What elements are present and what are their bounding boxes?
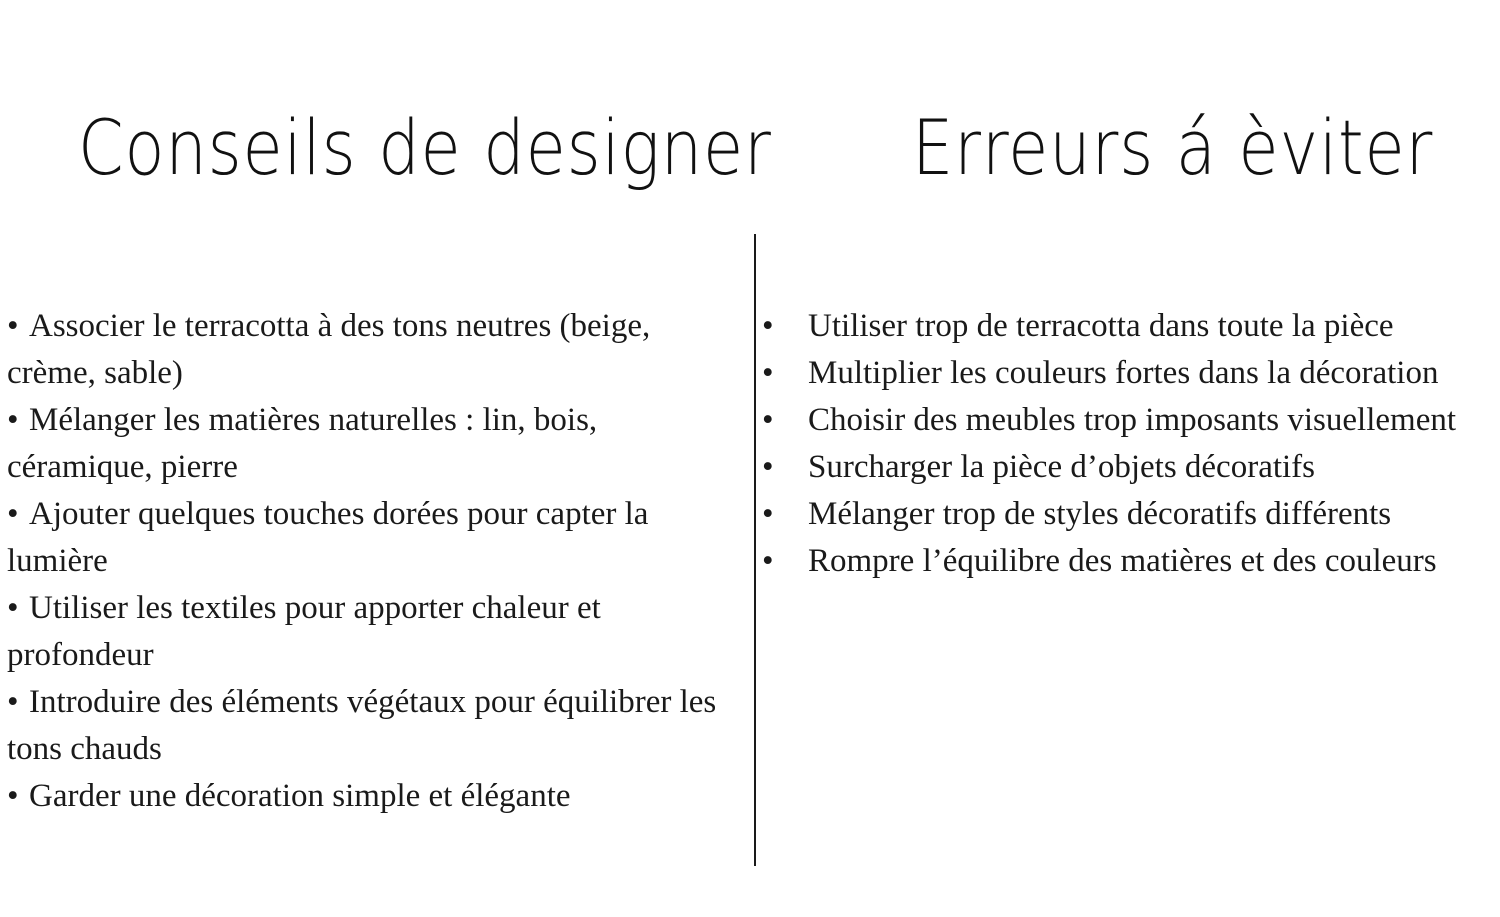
list-item [762, 491, 1498, 538]
list-item [762, 303, 1498, 350]
list-item [7, 585, 742, 679]
list-item [762, 350, 1498, 397]
list-item [762, 538, 1498, 585]
designer-tips-list [7, 303, 742, 820]
heading-mistakes-to-avoid: Erreurs á èviter [912, 103, 1434, 192]
list-item [762, 397, 1498, 444]
bullet-icon: • [7, 590, 19, 626]
bullet-icon: • [762, 308, 774, 344]
tip-text: Utiliser les textiles pour apporter chaleur et profondeur [7, 590, 601, 673]
list-item [7, 303, 742, 397]
bullet-icon: • [7, 402, 19, 438]
heading-designer-tips: Conseils de designer [78, 103, 772, 192]
mistake-text: Mélanger trop de styles décoratifs différents [808, 496, 1392, 532]
list-item [7, 397, 742, 491]
tip-text: Introduire des éléments végétaux pour équilibrer les tons chauds [7, 684, 717, 767]
bullet-icon: • [762, 543, 774, 579]
tip-text: Ajouter quelques touches dorées pour capter la lumière [7, 496, 649, 579]
tip-text: Garder une décoration simple et élégante [29, 778, 571, 814]
bullet-icon: • [762, 355, 774, 391]
bullet-icon: • [7, 496, 19, 532]
mistake-text: Multiplier les couleurs fortes dans la décoration [808, 355, 1439, 391]
mistake-text: Choisir des meubles trop imposants visuellement [808, 402, 1457, 438]
tip-text: Mélanger les matières naturelles : lin, bois, céramique, pierre [7, 402, 598, 485]
mistake-text: Surcharger la pièce d’objets décoratifs [808, 449, 1316, 485]
bullet-icon: • [762, 496, 774, 532]
list-item [7, 773, 742, 820]
bullet-icon: • [7, 778, 19, 814]
bullet-icon: • [762, 402, 774, 438]
mistake-text: Utiliser trop de terracotta dans toute la pièce [808, 308, 1394, 344]
bullet-icon: • [7, 308, 19, 344]
column-divider [754, 234, 756, 866]
list-item [762, 444, 1498, 491]
mistakes-list [762, 303, 1498, 585]
bullet-icon: • [762, 449, 774, 485]
tip-text: Associer le terracotta à des tons neutres (beige, crème, sable) [7, 308, 651, 391]
list-item [7, 679, 742, 773]
list-item [7, 491, 742, 585]
bullet-icon: • [7, 684, 19, 720]
mistake-text: Rompre l’équilibre des matières et des couleurs [808, 543, 1437, 579]
